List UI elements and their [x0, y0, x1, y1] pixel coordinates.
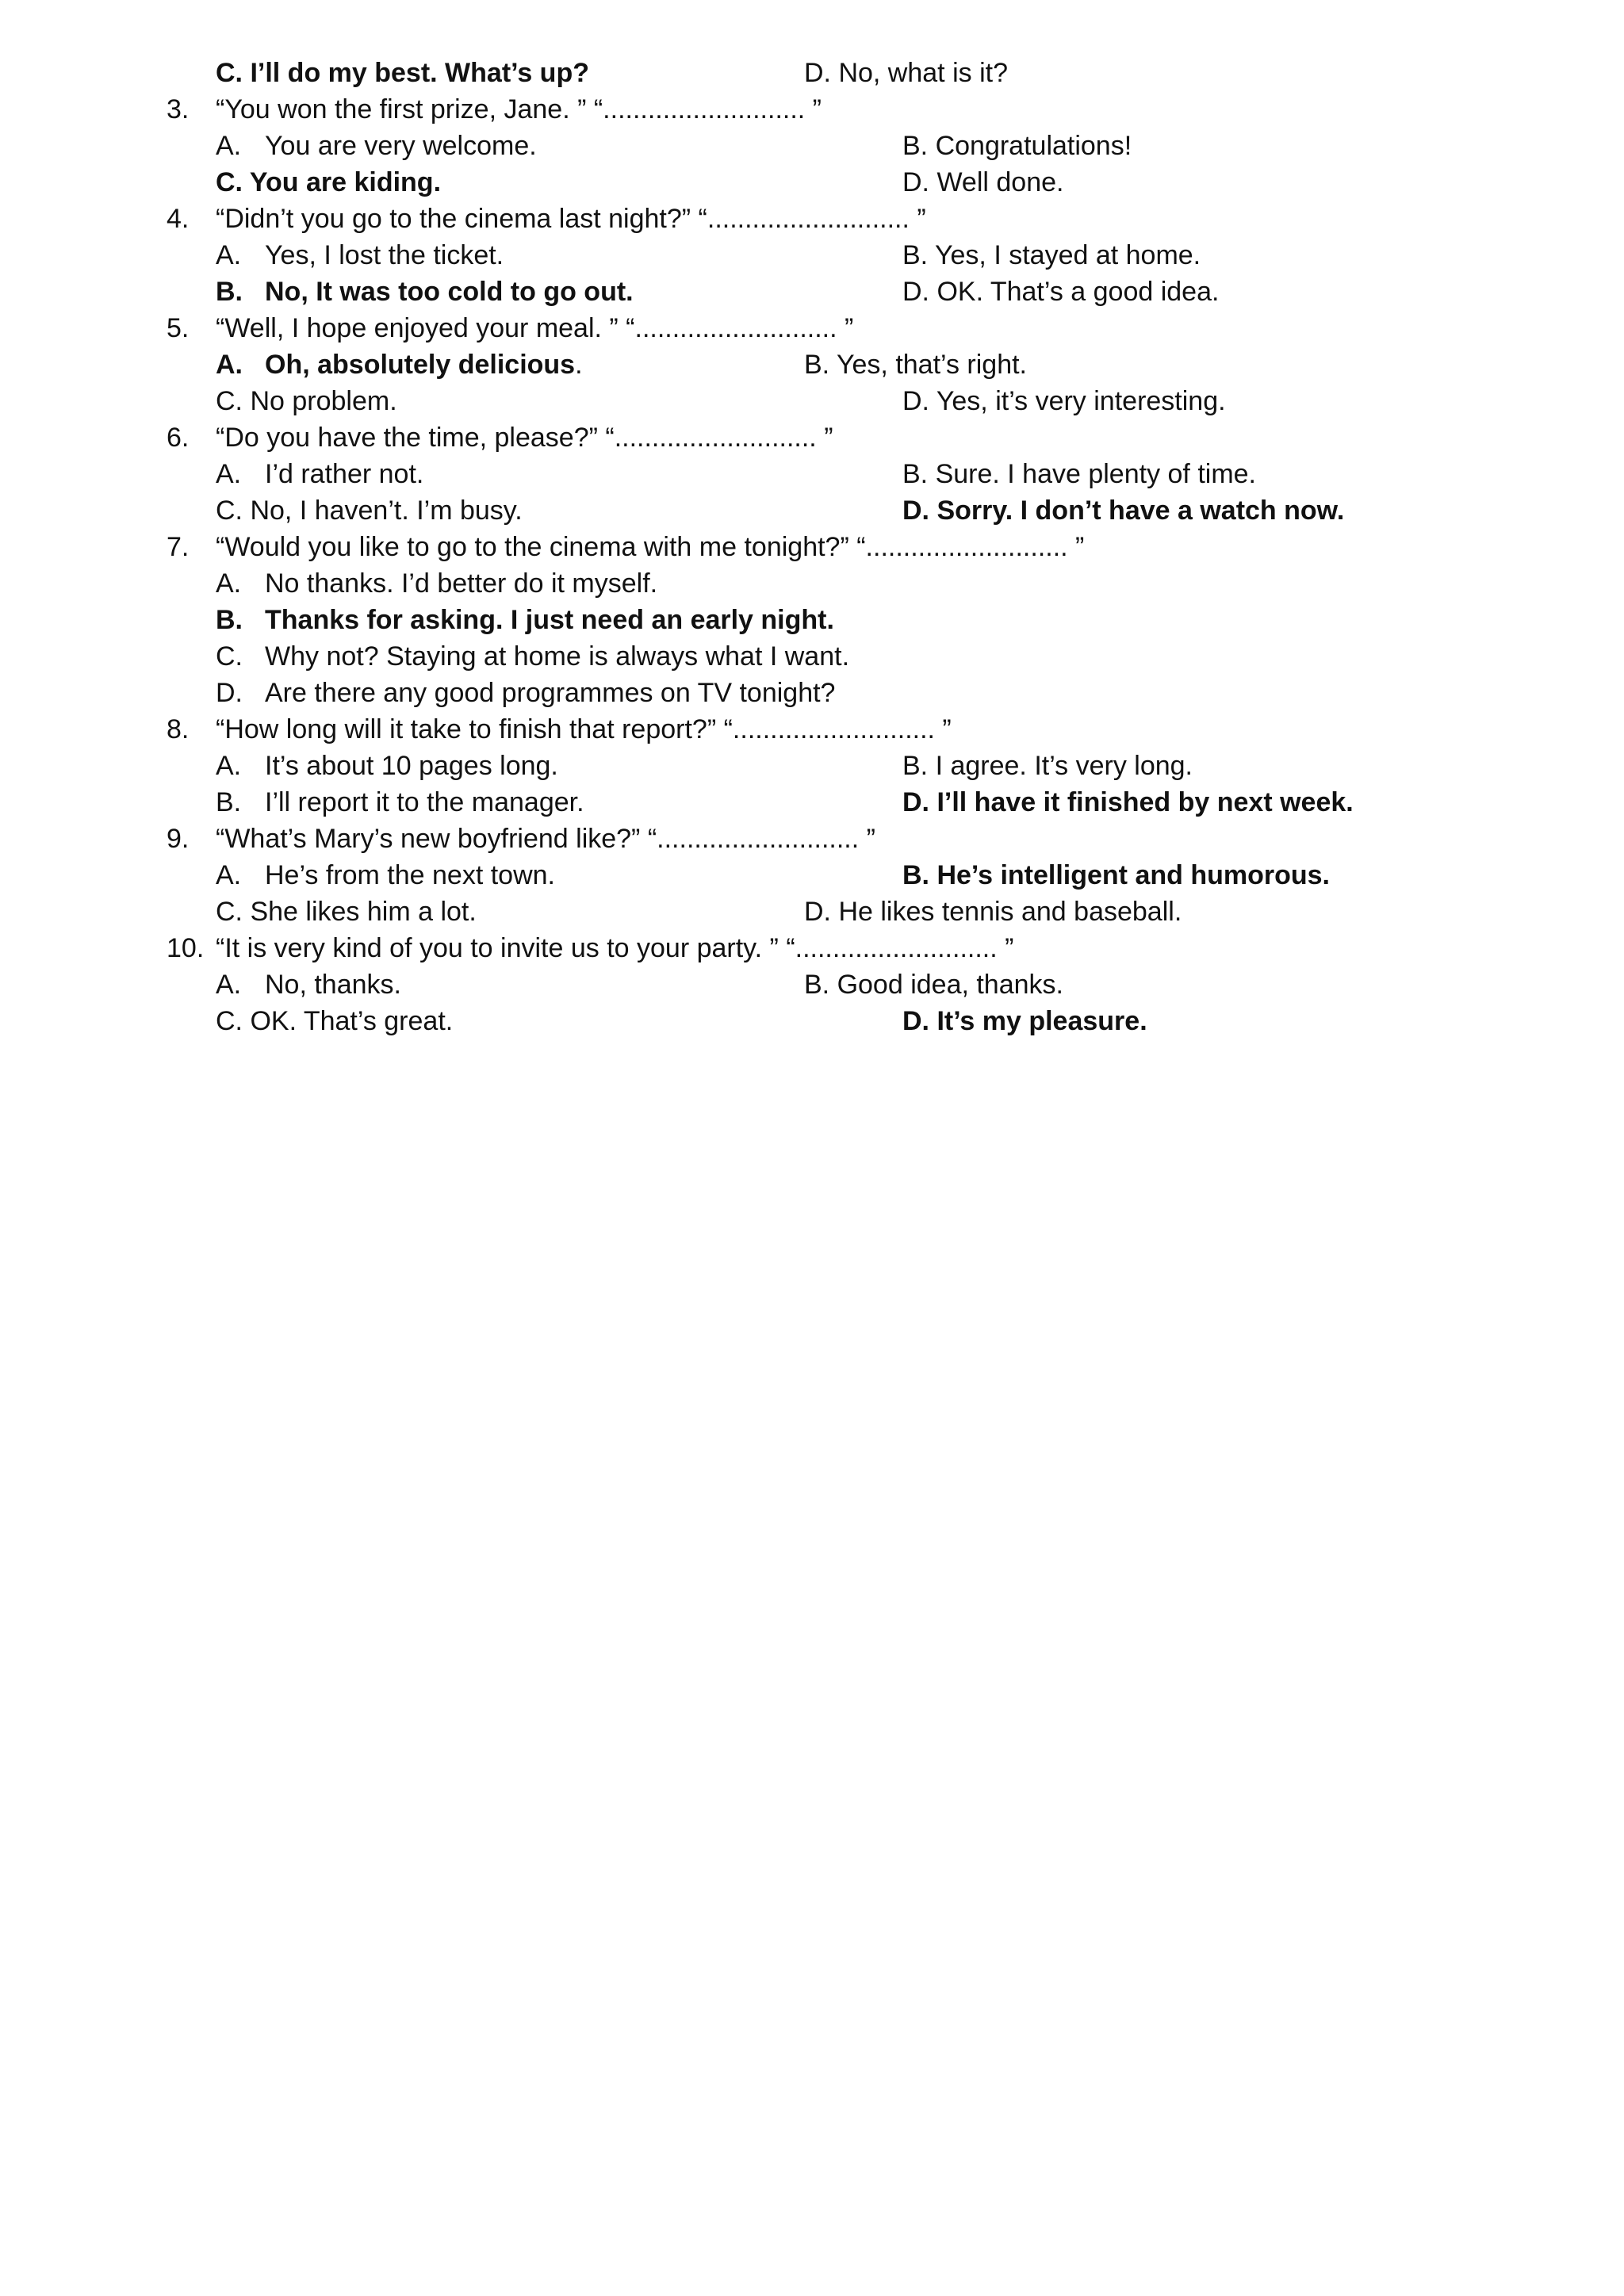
option-b-alt: I’ll report it to the manager. [265, 787, 584, 817]
option-c: C. She likes him a lot. [216, 897, 477, 927]
option-a: I’d rather not. [265, 459, 424, 489]
option-b-letter: B. [216, 605, 243, 635]
option-b: Thanks for asking. I just need an early night. [265, 605, 834, 635]
question-number: 5. [167, 313, 190, 343]
question-text: “It is very kind of you to invite us to your party. ” “........................... ” [216, 933, 1014, 963]
option-b: B. He’s intelligent and humorous. [902, 860, 1331, 890]
question-text: “What’s Mary’s new boyfriend like?” “........................... ” [216, 824, 875, 854]
option-b-letter: B. [216, 277, 243, 307]
option-b: B. Yes, I stayed at home. [902, 240, 1201, 270]
option-a-letter: A. [216, 350, 243, 380]
question-number: 3. [167, 94, 190, 124]
option-c: C. OK. That’s great. [216, 1006, 454, 1036]
option-a-answer: Oh, absolutely delicious [265, 350, 576, 380]
option-a: No, thanks. [265, 970, 401, 1000]
question-text: “You won the first prize, Jane. ” “........................... ” [216, 94, 822, 124]
question-text: “Do you have the time, please?” “........................... ” [216, 423, 833, 453]
question-number: 10. [167, 933, 205, 963]
question-text: “Didn’t you go to the cinema last night?” “........................... ” [216, 204, 926, 234]
option-b: B. I agree. It’s very long. [902, 751, 1193, 781]
option-a-period: . [575, 350, 583, 380]
option-a-letter: A. [216, 751, 242, 781]
option-a-letter: A. [216, 459, 242, 489]
question-number: 6. [167, 423, 190, 453]
option-d: D. He likes tennis and baseball. [804, 897, 1182, 927]
option-d: D. I’ll have it finished by next week. [902, 787, 1354, 817]
option-b-letter: B. [216, 787, 242, 817]
question-text: “Would you like to go to the cinema with me tonight?” “........................... ” [216, 532, 1085, 562]
option-d: D. No, what is it? [804, 58, 1008, 88]
option-d: D. Sorry. I don’t have a watch now. [902, 496, 1345, 526]
option-c: C. You are kiding. [216, 167, 442, 197]
option-d: Are there any good programmes on TV tonight? [265, 678, 836, 708]
option-a: He’s from the next town. [265, 860, 555, 890]
question-number: 8. [167, 714, 190, 744]
option-a-letter: A. [216, 970, 242, 1000]
question-text: “Well, I hope enjoyed your meal. ” “........................... ” [216, 313, 854, 343]
option-b: B. Sure. I have plenty of time. [902, 459, 1257, 489]
option-a: It’s about 10 pages long. [265, 751, 558, 781]
option-a: Yes, I lost the ticket. [265, 240, 504, 270]
option-c-letter: C. [216, 641, 243, 672]
option-a: No thanks. I’d better do it myself. [265, 568, 658, 599]
option-a-letter: A. [216, 568, 242, 599]
option-c: C. No, I haven’t. I’m busy. [216, 496, 523, 526]
option-d: D. OK. That’s a good idea. [902, 277, 1220, 307]
option-d: D. Well done. [902, 167, 1064, 197]
option-b: B. Congratulations! [902, 131, 1132, 161]
option-a-letter: A. [216, 131, 242, 161]
question-number: 9. [167, 824, 190, 854]
option-d: D. It’s my pleasure. [902, 1006, 1147, 1036]
option-a [265, 346, 583, 383]
question-text: “How long will it take to finish that report?” “........................... ” [216, 714, 952, 744]
question-number: 4. [167, 204, 190, 234]
option-d-letter: D. [216, 678, 243, 708]
option-a-letter: A. [216, 860, 242, 890]
question-number: 7. [167, 532, 190, 562]
option-b-answer: No, It was too cold to go out. [265, 277, 634, 307]
option-d: D. Yes, it’s very interesting. [902, 386, 1226, 416]
option-b: B. Good idea, thanks. [804, 970, 1063, 1000]
option-c: C. No problem. [216, 386, 397, 416]
option-b: B. Yes, that’s right. [804, 350, 1027, 380]
option-c: C. I’ll do my best. What’s up? [216, 58, 589, 88]
option-a-letter: A. [216, 240, 242, 270]
option-a: You are very welcome. [265, 131, 537, 161]
option-c: Why not? Staying at home is always what I want. [265, 641, 850, 672]
